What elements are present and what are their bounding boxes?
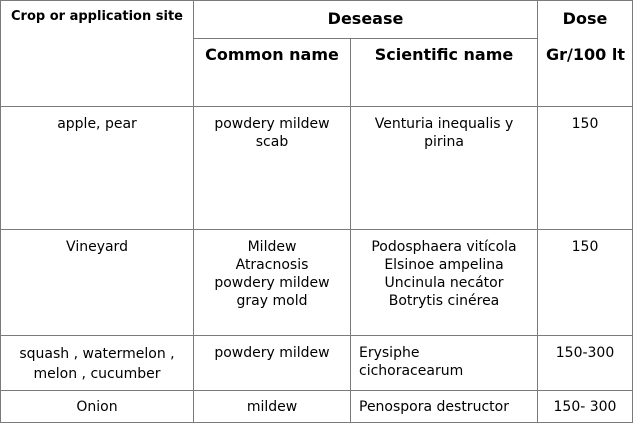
scientific-name-cell: Venturia inequalis y pirina <box>351 107 538 230</box>
dose-cell: 150 <box>538 107 633 230</box>
crop-cell: Onion <box>1 391 194 423</box>
scientific-name-cell: Penospora destructor <box>351 391 538 423</box>
table-row <box>1 391 633 423</box>
common-name-cell: powdery mildew <box>194 336 351 391</box>
header-dose <box>538 1 633 107</box>
scientific-name-cell: Erysiphe cichoracearum <box>351 336 538 391</box>
header-common-name: Common name <box>194 39 351 107</box>
crop-cell: squash , watermelon , melon , cucumber <box>1 336 194 391</box>
header-disease: Desease <box>194 1 538 39</box>
scientific-name-cell: Podosphaera vitícola Elsinoe ampelina Uncinula necátor Botrytis cinérea <box>351 230 538 336</box>
common-name-cell: powdery mildew scab <box>194 107 351 230</box>
header-dose-title: Dose <box>562 9 608 28</box>
common-name-cell: Mildew Atracnosis powdery mildew gray mold <box>194 230 351 336</box>
common-name-cell: mildew <box>194 391 351 423</box>
dose-cell: 150 <box>538 230 633 336</box>
dose-cell: 150- 300 <box>538 391 633 423</box>
header-dose-unit: Gr/100 lt <box>546 45 625 64</box>
header-crop: Crop or application site <box>1 1 194 107</box>
crop-cell: Vineyard <box>1 230 194 336</box>
table-row <box>1 336 633 391</box>
table-row <box>1 107 633 230</box>
crop-cell: apple, pear <box>1 107 194 230</box>
table-row <box>1 230 633 336</box>
dose-cell: 150-300 <box>538 336 633 391</box>
header-scientific-name: Scientific name <box>351 39 538 107</box>
